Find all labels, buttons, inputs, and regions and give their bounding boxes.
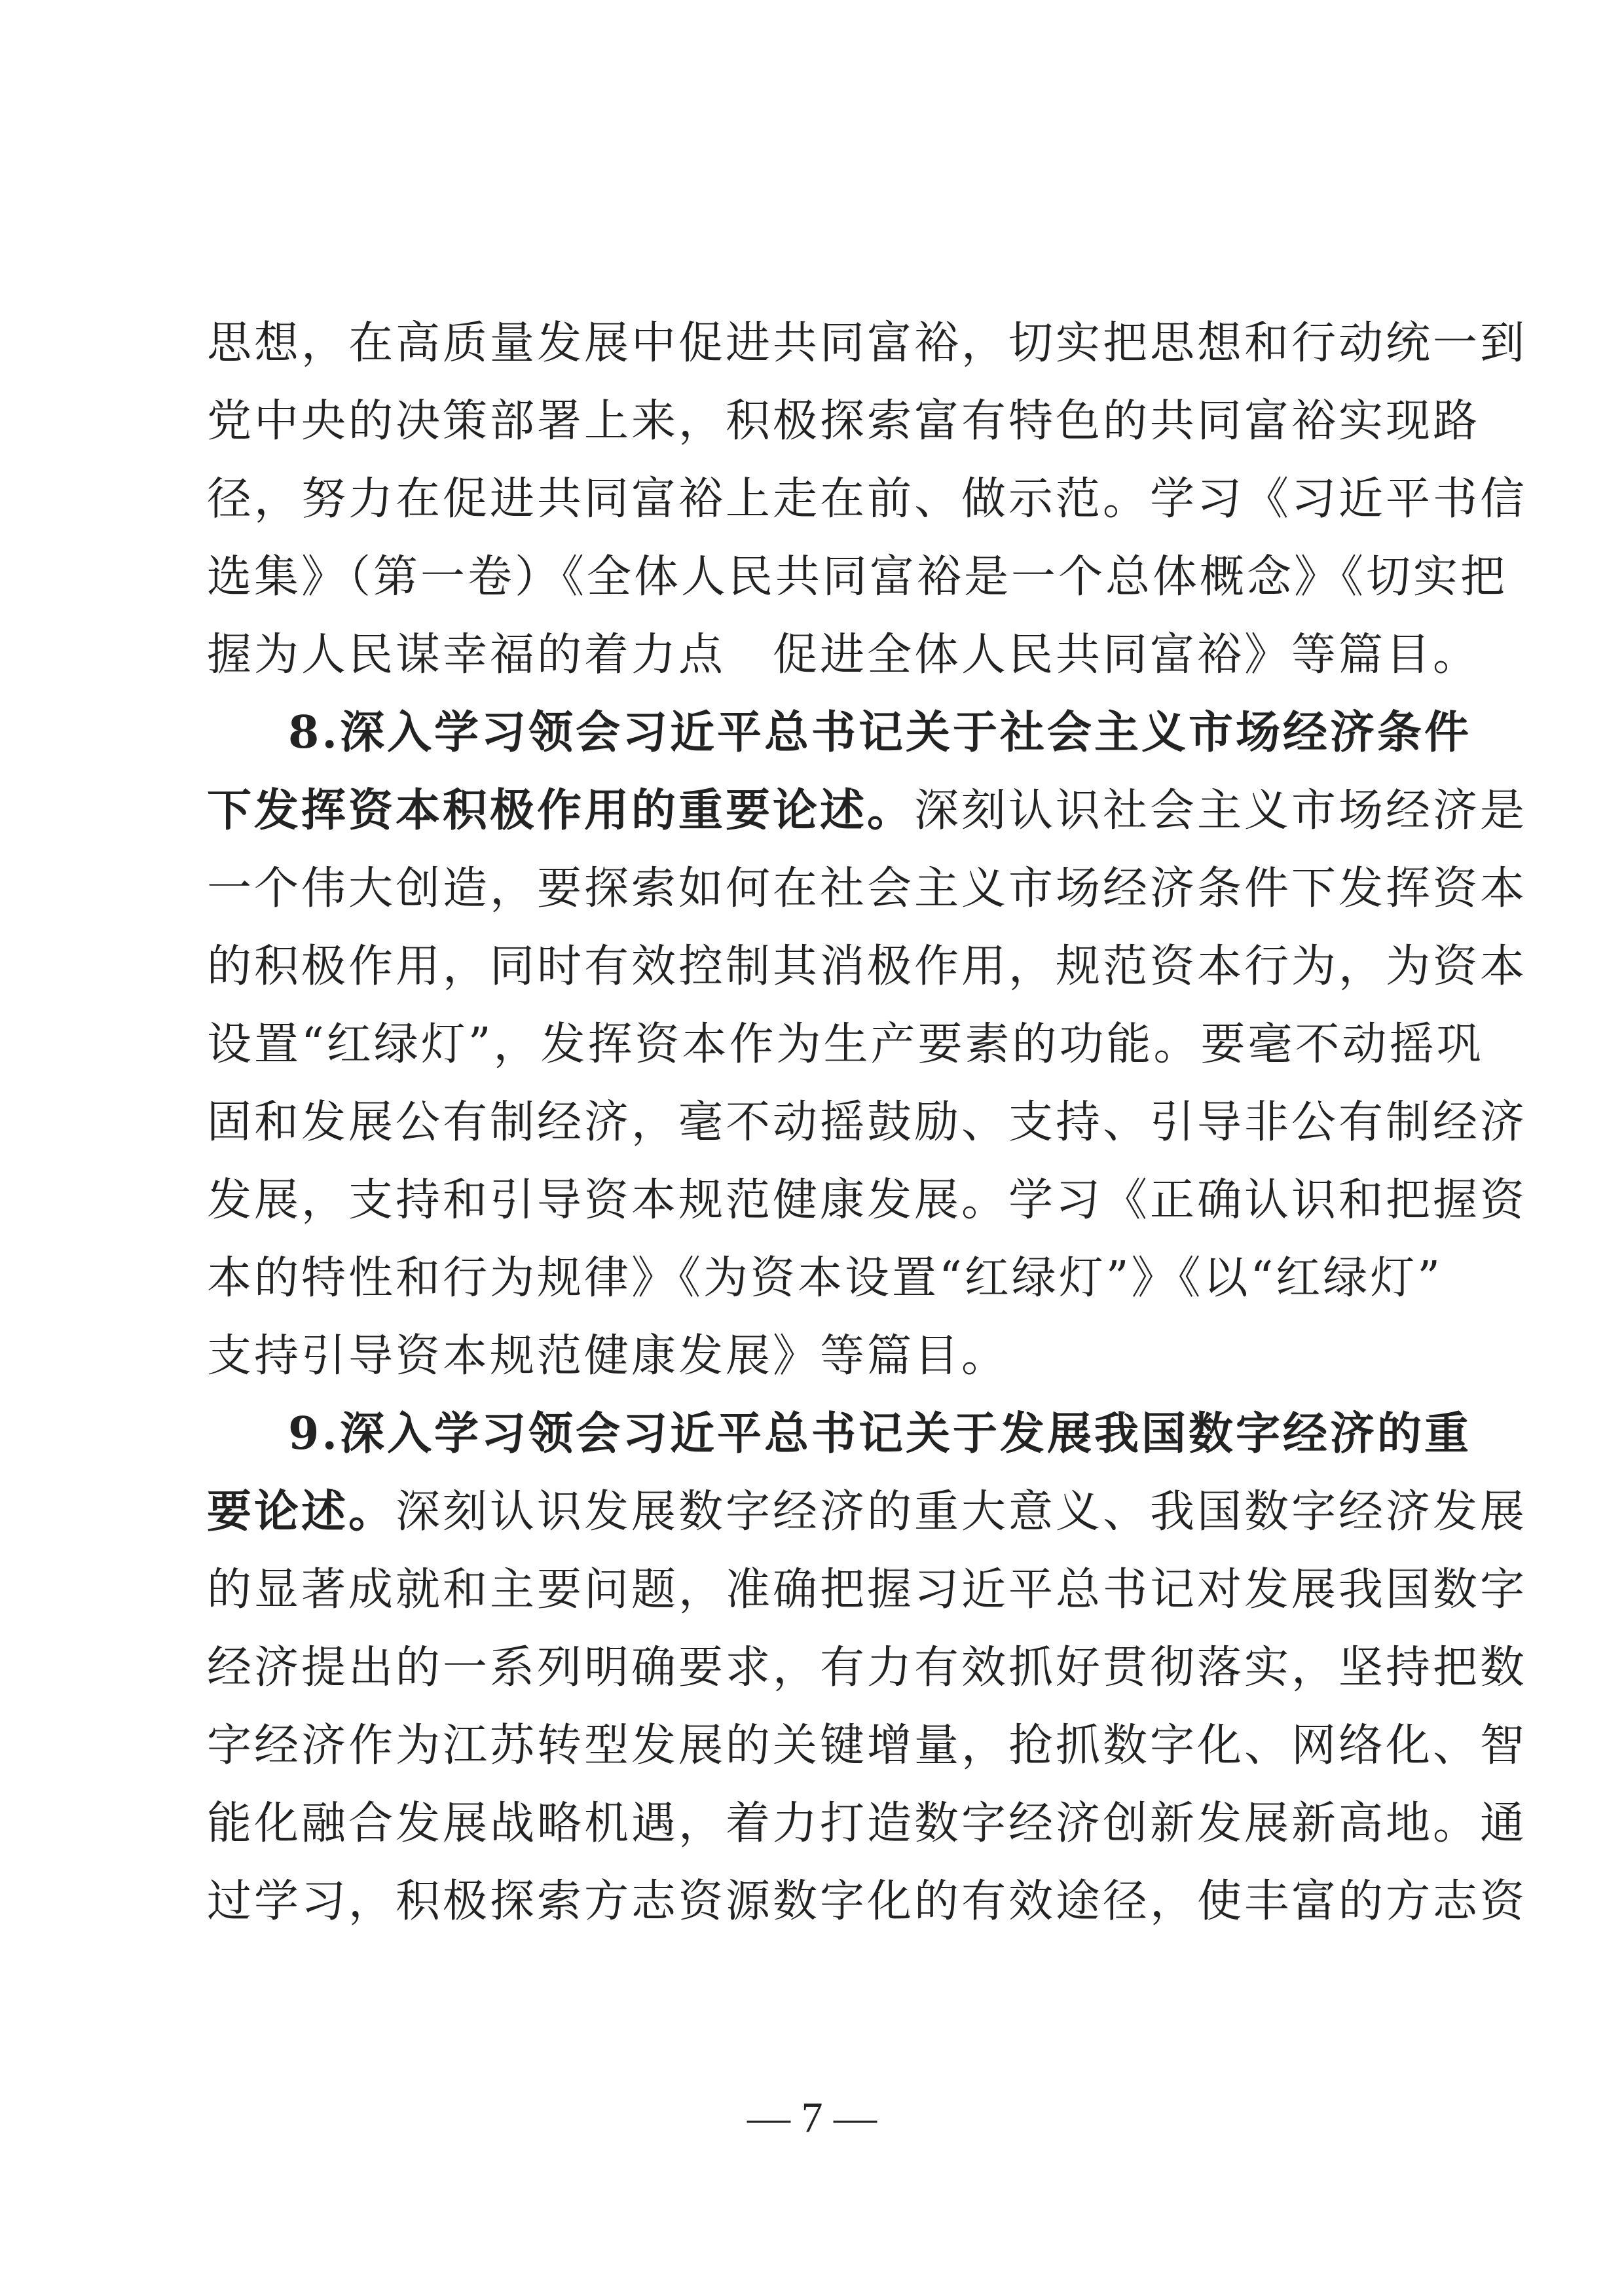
text-line: 的显著成就和主要问题，准确把握习近平总书记对发展我国数字	[207, 1564, 1528, 1616]
item-8-text: 深刻认识社会主义市场经济是	[914, 785, 1528, 837]
text-line	[207, 1473, 1528, 1551]
text-line: 字经济作为江苏转型发展的关键增量，抢抓数字化、网络化、智	[207, 1720, 1528, 1772]
text-line: 设置“红绿灯”，发挥资本作为生产要素的功能。要毫不动摇巩	[207, 1019, 1484, 1070]
text-line	[207, 772, 1528, 850]
item-9-heading-end: 要论述。	[207, 1485, 396, 1538]
item-9-text: 深刻认识发展数字经济的重大意义、我国数字经济发展	[396, 1486, 1528, 1538]
text-line: 固和发展公有制经济，毫不动摇鼓励、支持、引导非公有制经济	[207, 1097, 1528, 1148]
item-8-heading-end: 下发挥资本积极作用的重要论述。	[207, 784, 915, 837]
text-line: 经济提出的一系列明确要求，有力有效抓好贯彻落实，坚持把数	[207, 1642, 1528, 1694]
text-line: 思想，在高质量发展中促进共同富裕，切实把思想和行动统一到	[207, 318, 1528, 369]
text-line: 握为人民谋幸福的着力点 促进全体人民共同富裕》等篇目。	[207, 629, 1481, 681]
text-line: 能化融合发展战略机遇，着力打造数字经济创新发展新高地。通	[207, 1798, 1528, 1850]
text-line: 发展，支持和引导资本规范健康发展。学习《正确认识和把握资	[207, 1175, 1528, 1226]
text-line: 支持引导资本规范健康发展》等篇目。	[207, 1330, 1009, 1382]
text-line: 党中央的决策部署上来，积极探索富有特色的共同富裕实现路	[207, 395, 1481, 447]
text-line: 一个伟大创造，要探索如何在社会主义市场经济条件下发挥资本	[207, 863, 1528, 915]
page-number: — 7 —	[747, 2094, 877, 2141]
text-line: 的积极作用，同时有效控制其消极作用，规范资本行为，为资本	[207, 941, 1528, 993]
text-line: 本的特性和行为规律》《为资本设置“红绿灯”》《以“红绿灯”	[207, 1252, 1443, 1304]
text-line: 选集》（第一卷）《全体人民共同富裕是一个总体概念》《切实把	[207, 551, 1508, 603]
item-9-heading: 9.深入学习领会习近平总书记关于发展我国数字经济的重	[288, 1408, 1471, 1460]
text-line: 过学习，积极探索方志资源数字化的有效途径，使丰富的方志资	[207, 1876, 1528, 1927]
body-text	[207, 304, 1528, 1941]
text-line: 径，努力在促进共同富裕上走在前、做示范。学习《习近平书信	[207, 473, 1528, 525]
item-8-heading: 8.深入学习领会习近平总书记关于社会主义市场经济条件	[288, 706, 1471, 759]
